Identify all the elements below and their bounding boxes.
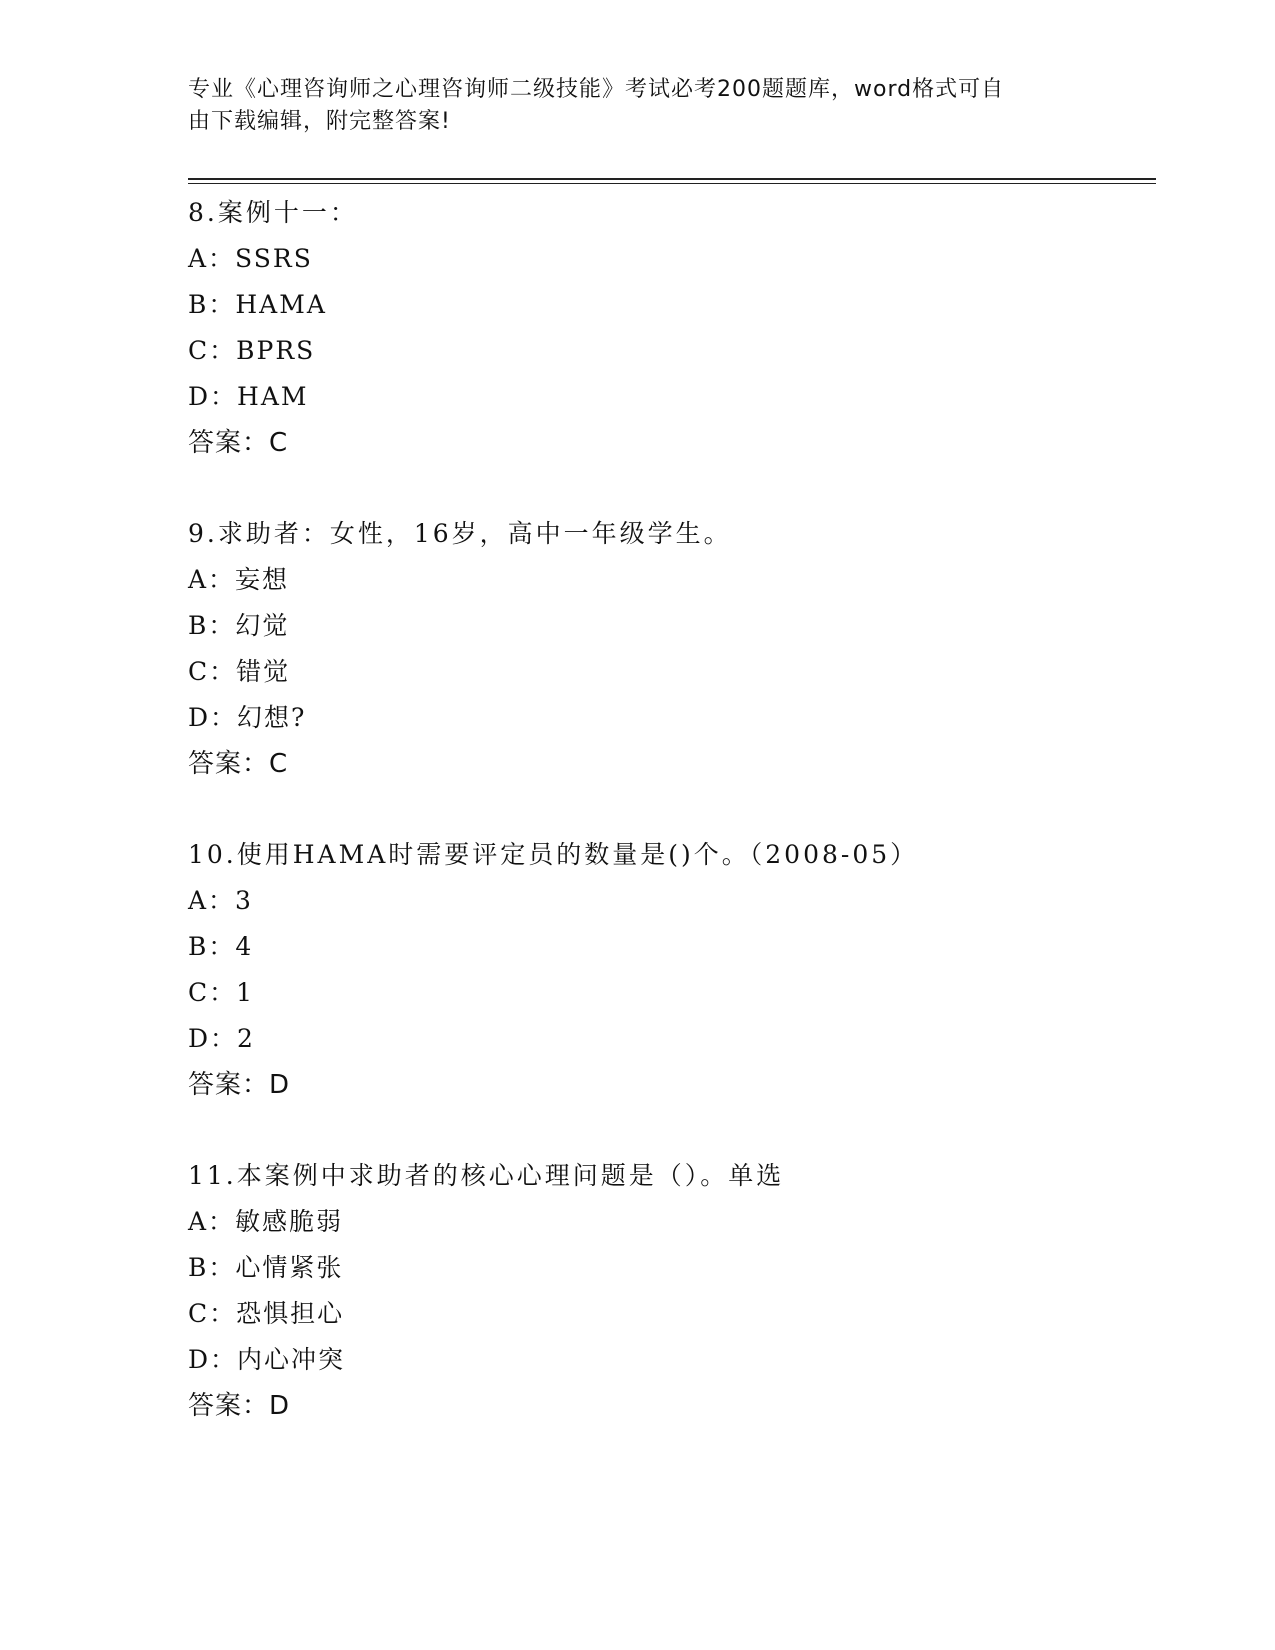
option-b: B：幻觉 — [188, 611, 290, 640]
option-b: B：4 — [188, 932, 254, 961]
question-8 — [188, 190, 1148, 466]
option-a: A：3 — [188, 886, 253, 915]
option-c: C：错觉 — [188, 657, 291, 686]
question-title: 11.本案例中求助者的核心心理问题是（）。单选 — [188, 1161, 785, 1190]
option-a: A：敏感脆弱 — [188, 1207, 344, 1236]
question-10 — [188, 832, 1148, 1108]
answer: 答案：C — [188, 428, 289, 458]
option-a: A：妄想 — [188, 565, 290, 594]
option-d: D：2 — [188, 1024, 255, 1053]
question-title: 10.使用HAMA时需要评定员的数量是()个。（2008-05） — [188, 840, 919, 869]
option-c: C：1 — [188, 978, 255, 1007]
option-c: C：BPRS — [188, 336, 316, 365]
question-9 — [188, 511, 1148, 787]
answer: 答案：C — [188, 749, 289, 779]
header-divider — [188, 178, 1156, 184]
header-line-2: 由下载编辑，附完整答案! — [188, 109, 451, 134]
answer: 答案：D — [188, 1070, 291, 1100]
question-list — [188, 190, 1148, 1474]
answer: 答案：D — [188, 1391, 291, 1421]
option-c: C：恐惧担心 — [188, 1299, 345, 1328]
question-title: 8.案例十一： — [188, 198, 358, 227]
option-d: D：幻想? — [188, 703, 307, 732]
option-b: B：HAMA — [188, 290, 327, 319]
option-a: A：SSRS — [188, 244, 313, 273]
question-title: 9.求助者：女性，16岁，高中一年级学生。 — [188, 519, 732, 548]
option-d: D：内心冲突 — [188, 1345, 346, 1374]
question-11 — [188, 1153, 1148, 1429]
header-line-1: 专业《心理咨询师之心理咨询师二级技能》考试必考200题题库，word格式可自 — [188, 77, 1005, 102]
option-b: B：心情紧张 — [188, 1253, 344, 1282]
option-d: D：HAM — [188, 382, 309, 411]
document-header — [188, 74, 1078, 138]
